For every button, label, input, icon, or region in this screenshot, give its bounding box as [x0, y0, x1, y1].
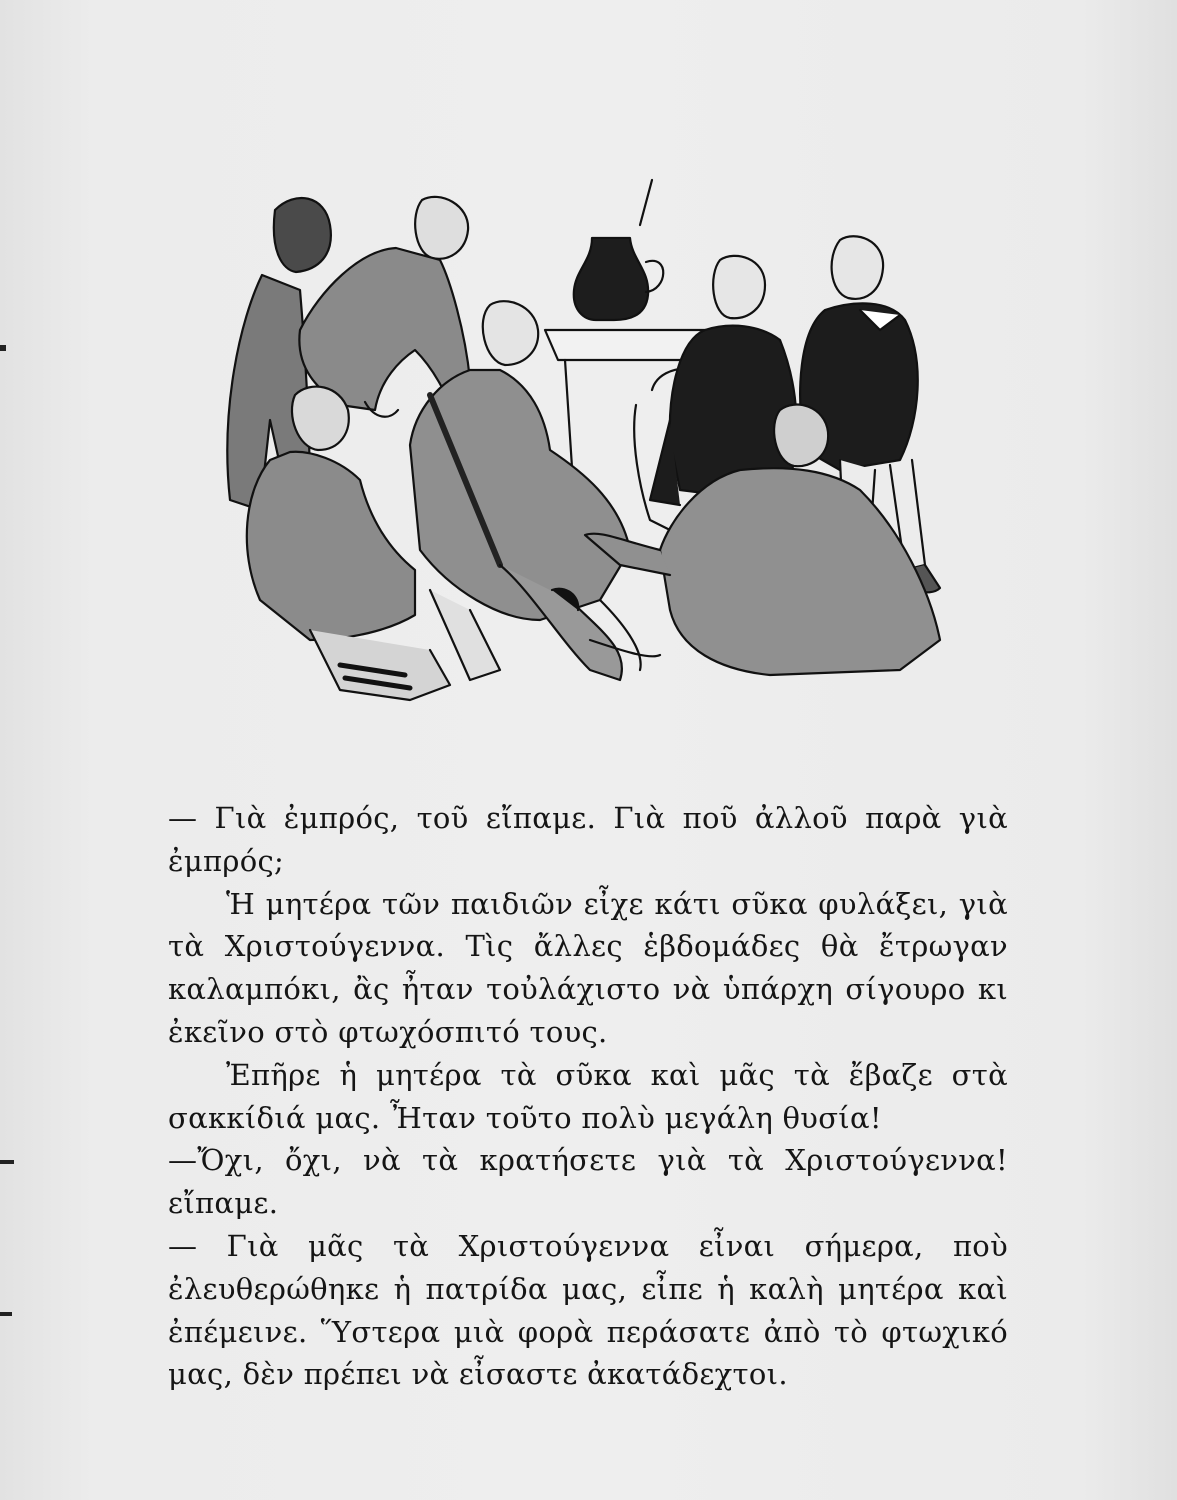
paragraph-2: Ἡ μητέρα τῶν παιδιῶν εἶχε κάτι σῦκα φυλάξει, γιὰ τὰ Χριστούγεννα. Τὶς ἄλλες ἑβδομάδες θὰ ἔτρωγαν καλαμπόκι, ἂς ἦταν τοὐλάχιστο νὰ ὑπάρχη σίγουρο κι ἐκεῖνο στὸ φτωχόσπιτό τους.: [168, 886, 1008, 1049]
margin-mark: [0, 1312, 12, 1316]
margin-mark: [0, 345, 6, 351]
family-scene-illustration: [200, 170, 960, 730]
paragraph-3: Ἐπῆρε ἡ μητέρα τὰ σῦκα καὶ μᾶς τὰ ἔβαζε στὰ σακκίδιά μας. Ἦταν τοῦτο πολὺ μεγάλη θυσία!: [168, 1057, 1008, 1135]
margin-mark: [0, 1160, 14, 1164]
paragraph-5: — Γιὰ μᾶς τὰ Χριστούγεννα εἶναι σήμερα, ποὺ ἐλευθερώθηκε ἡ πατρίδα μας, εἶπε ἡ καλὴ μητέρα καὶ ἐπέμεινε. Ὕστερα μιὰ φορὰ περάσατε ἀπὸ τὸ φτωχικό μας, δὲν πρέπει νὰ εἶσαστε ἀκατάδεχτοι.: [168, 1228, 1008, 1392]
paragraph-1: — Γιὰ ἐμπρός, τοῦ εἴπαμε. Γιὰ ποῦ ἀλλοῦ παρὰ γιὰ ἐμπρός;: [168, 801, 1008, 878]
story-text: [168, 797, 1008, 1396]
paragraph-4: —Ὄχι, ὄχι, νὰ τὰ κρατήσετε γιὰ τὰ Χριστούγεννα! εἴπαμε.: [168, 1143, 1008, 1221]
